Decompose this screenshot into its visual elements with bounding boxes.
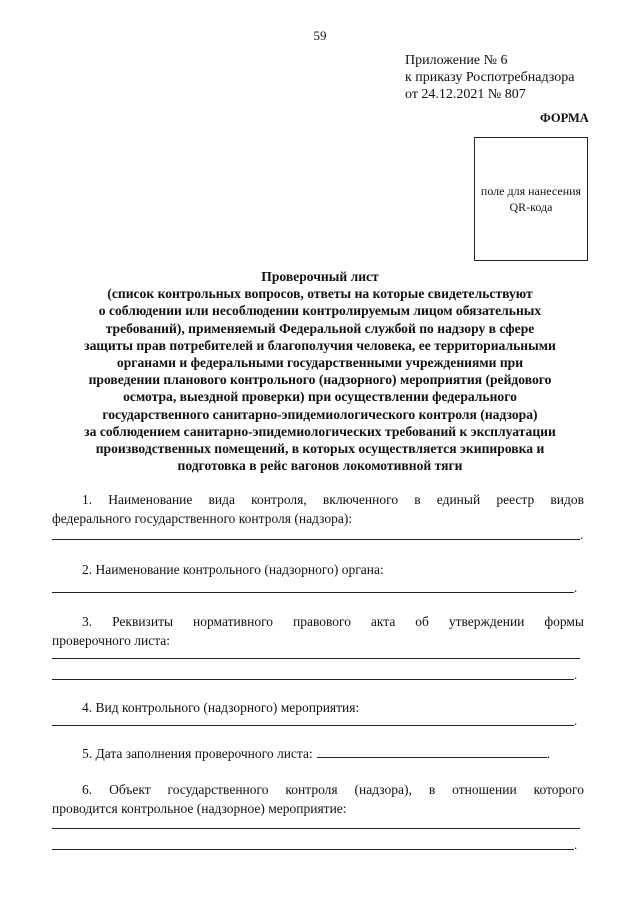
item-1 <box>52 490 584 528</box>
line-end-mark: . <box>546 746 551 761</box>
qr-box-line-2: QR-кода <box>509 200 553 214</box>
item-1-line-1: 1. Наименование вида контроля, включенного в единый реестр видов <box>82 492 584 507</box>
title-line: защиты прав потребителей и благополучия человека, ее территориальными <box>84 337 556 353</box>
title-line: государственного санитарно-эпидемиологического контроля (надзора) <box>102 406 538 422</box>
title-line: требований), применяемый Федеральной службой по надзору в сфере <box>105 320 535 336</box>
item-2-fill-line[interactable] <box>52 592 574 593</box>
item-2 <box>52 560 584 579</box>
item-5-line-1 <box>52 744 584 763</box>
item-1-fill-line[interactable] <box>52 539 580 540</box>
appendix-line-2: к приказу Роспотребнадзора <box>405 70 575 85</box>
item-6-line-2: проводится контрольное (надзорное) мероприятие: <box>52 801 347 816</box>
title-line: осмотра, выездной проверки) при осуществлении федерального <box>123 389 517 405</box>
item-6 <box>52 780 584 818</box>
title-line: органами и федеральными государственными учреждениями при <box>116 355 524 371</box>
item-4-line-1: 4. Вид контрольного (надзорного) мероприятия: <box>82 700 360 715</box>
item-6-fill-line-2[interactable] <box>52 849 574 850</box>
document-title <box>52 268 588 474</box>
form-label: ФОРМА <box>540 111 589 125</box>
item-5-fill-line[interactable] <box>317 747 547 758</box>
title-line: проведении планового контрольного (надзорного) мероприятия (рейдового <box>88 372 552 388</box>
line-end-mark: . <box>580 527 584 542</box>
line-end-mark: . <box>574 713 578 728</box>
line-end-mark: . <box>574 837 578 852</box>
item-4-fill-line[interactable] <box>52 725 574 726</box>
item-3-line-2: проверочного листа: <box>52 633 171 648</box>
item-6-fill-line-1[interactable] <box>52 828 580 829</box>
qr-code-placeholder <box>474 137 588 261</box>
title-line: за соблюдением санитарно-эпидемиологических требований к эксплуатации <box>84 423 556 439</box>
line-end-mark: . <box>574 667 578 682</box>
appendix-line-1: Приложение № 6 <box>405 53 508 68</box>
title-line: о соблюдении или несоблюдении контролируемым лицом обязательных <box>98 303 542 319</box>
item-5-label: 5. Дата заполнения проверочного листа: <box>82 746 313 761</box>
item-3-line-1: 3. Реквизиты нормативного правового акта об утверждении формы <box>82 614 584 629</box>
item-5 <box>52 744 584 763</box>
title-line: производственных помещений, в которых осуществляется экипировка и <box>95 441 545 457</box>
appendix-line-3: от 24.12.2021 № 807 <box>405 87 526 102</box>
item-2-line-1: 2. Наименование контрольного (надзорного) органа: <box>82 562 384 577</box>
page-number: 59 <box>313 28 327 43</box>
item-4 <box>52 698 584 717</box>
qr-box-line-1: поле для нанесения <box>480 184 582 198</box>
line-end-mark: . <box>574 580 578 595</box>
item-1-line-2: федерального государственного контроля (надзора): <box>52 511 353 526</box>
appendix-header <box>405 52 574 103</box>
title-heading: Проверочный лист <box>261 269 379 284</box>
item-3-fill-line-1[interactable] <box>52 658 580 659</box>
item-3 <box>52 612 584 650</box>
item-6-line-1: 6. Объект государственного контроля (надзора), в отношении которого <box>82 782 584 797</box>
title-line: подготовка в рейс вагонов локомотивной тяги <box>177 458 463 474</box>
item-3-fill-line-2[interactable] <box>52 679 574 680</box>
title-line: (список контрольных вопросов, ответы на которые свидетельствуют <box>107 286 533 302</box>
